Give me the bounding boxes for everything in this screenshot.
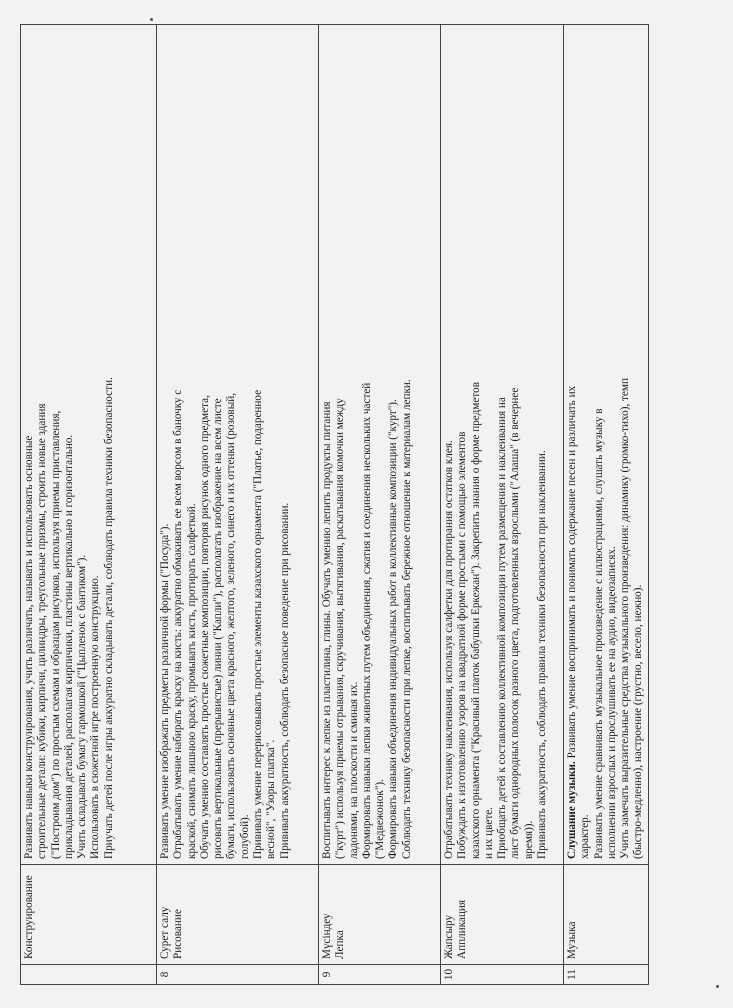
subject-name-kazakh: Жапсыру <box>443 914 455 959</box>
content-line: Воспитывать интерес к лепке из пластилина, глины. Обучать умению лепить продукты питания <box>321 401 333 859</box>
subject-cell <box>441 865 564 965</box>
scan-speck <box>150 18 153 21</box>
subject-name: Рисование <box>172 909 185 959</box>
content-line: Развивать умение изображать предметы различной формы ("Посуда"). <box>159 523 171 859</box>
content-line: весной", "Узоры платка". <box>265 739 278 859</box>
content-line: Учить замечать выразительные средства музыкального произведения: динамику (громко-тихо), темп <box>619 378 632 859</box>
content-line: Побуждать к изготовлению узоров на квадратной форме простыми с помощью элементов <box>456 431 469 859</box>
content-line: прикладывания деталей, располагая кирпичики, пластины вертикально и горизонтально. <box>62 434 75 859</box>
content-line: Развивать навыки конструирования, учить различать, называть и использовать основные <box>23 435 35 859</box>
scan-speck <box>716 985 719 988</box>
content-line: казахского орнамента ("Красивый платок бабушки Еркежан"). Закрепить знания о форме предметов <box>469 382 482 859</box>
content-cell <box>21 25 157 865</box>
subject-cell <box>319 865 441 965</box>
content-line: ("Построим дом") по простым схемам и образцам рисунков, используя приемы приставления, <box>49 410 62 859</box>
table-row <box>441 25 564 985</box>
content-line: краской, снимать лишнюю краску, промывать кисть, протирать салфеткой. <box>185 503 198 859</box>
subject-name: Аппликация <box>456 900 469 959</box>
content-line: и их цвете. <box>482 807 495 859</box>
content-line: Приобщать детей к составлению коллективной композиции путем размещения и наклеивания на <box>496 397 509 859</box>
content-line: строительные детали: кубики, кирпичи, цилиндры, треугольные призмы, строить новые здания <box>36 403 49 859</box>
content-text: Развивать умение воспринимать и понимать содержание песен и различать их <box>566 385 578 762</box>
subject-cell <box>21 865 157 965</box>
section-heading: Слушание музыки. <box>566 761 578 859</box>
content-cell <box>564 25 649 865</box>
content-line: Учить складывать бумагу гармошкой ("Цыпленок с бантиком"). <box>76 554 89 859</box>
content-line: (быстро-медленно), настроение (грустно, весело, нежно). <box>632 584 645 859</box>
table-row <box>564 25 649 985</box>
content-line: ладонями, на плоскости и сминая их. <box>347 681 360 859</box>
content-line: Прививать аккуратность, соблюдать правила техники безопасности при наклеивании. <box>536 450 549 859</box>
curriculum-table <box>20 24 649 985</box>
content-line: бумаги, использовать основные цвета красного, желтого, зеленого, синего и их оттенки (розовый, <box>225 392 238 859</box>
content-cell <box>319 25 441 865</box>
row-number: 10 <box>441 965 564 985</box>
content-line: Отрабатывать умение набирать краску на кисть: аккуратно обмакивать ее всем ворсом в баночку с <box>172 389 185 859</box>
content-line: Формировать навыки объединения индивидуальных работ в коллективные композиции ("курт"). <box>387 399 400 859</box>
subject-cell <box>157 865 319 965</box>
content-line: исполнении взрослых и прослушивать ее на аудио, видеозаписях. <box>605 546 618 859</box>
content-cell <box>157 25 319 865</box>
row-number: 11 <box>564 965 649 985</box>
content-line: Отрабатывать технику наклеивания, используя салфетки для протирания остатков клея. <box>443 440 455 859</box>
subject-name-kazakh: Сурет салу <box>159 906 171 959</box>
content-line: ("Медвежонок"). <box>374 779 387 859</box>
content-line: Соблюдать технику безопасности при лепке, воспитывать бережное отношение к материалам лепки. <box>400 379 413 859</box>
content-cell <box>441 25 564 865</box>
content-line: Приучать детей после игры аккуратно складывать детали, соблюдать правила техники безопасности. <box>102 377 115 859</box>
row-number: 8 <box>157 965 319 985</box>
subject-name: Лепка <box>334 930 347 959</box>
content-line: голубой). <box>238 814 251 859</box>
content-line: Обучать умению составлять простые сюжетные композиции, повторяя рисунок одного предмета, <box>198 395 211 859</box>
content-line: рисовать вертикальные (прерывистые) линии ("Капли"), располагать изображение на всем листе <box>212 398 225 859</box>
row-number: 9 <box>319 965 441 985</box>
table-row <box>157 25 319 985</box>
content-line: Прививать умение перерисовывать простые элементы казахского орнамента ("Платье, подаренное <box>252 389 265 859</box>
content-line: лист бумаги однородных полосок разного цвета, подготовленных взрослыми ("Алаша" (в вечернее <box>509 387 522 859</box>
content-line: характер. <box>579 814 592 859</box>
content-line: ("курт") используя приемы отрывания, скручивания, вытягивания, раскатывания комочки между <box>334 398 347 859</box>
content-line: время)). <box>522 820 535 859</box>
content-line: Использовать в сюжетной игре построенную конструкцию. <box>89 575 102 859</box>
content-line: Прививать аккуратность, соблюдать безопасное поведение при рисовании. <box>278 502 291 859</box>
subject-name: Конструирование <box>23 875 35 959</box>
table-row <box>21 25 157 985</box>
content-line: Формировать навыки лепки животных путем объединения, сжатия и соединения нескольких частей <box>360 382 373 859</box>
content-line <box>566 30 579 859</box>
table-row <box>319 25 441 985</box>
subject-name-kazakh: Мүсіндеу <box>321 913 333 959</box>
content-line: Развивать умение сравнивать музыкальное произведение с иллюстрациями, слушать музыку в <box>592 408 605 859</box>
row-number <box>21 965 157 985</box>
subject-name: Музыка <box>566 921 578 959</box>
subject-cell <box>564 865 649 965</box>
rotated-content <box>20 25 645 985</box>
